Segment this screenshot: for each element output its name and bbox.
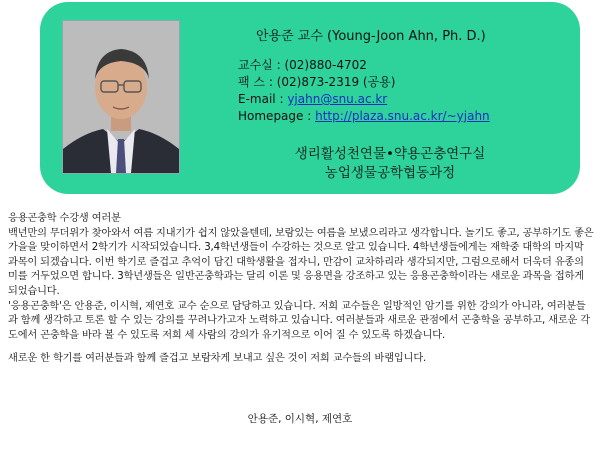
department-block <box>240 145 540 183</box>
letter-body <box>8 212 594 367</box>
fax-label: 팩 스 : <box>238 75 273 89</box>
office-phone-value: (02)880-4702 <box>284 58 367 72</box>
homepage-link[interactable]: http://plaza.snu.ac.kr/~yjahn <box>315 109 490 123</box>
paragraph-gap <box>8 343 594 352</box>
office-phone-label: 교수실 : <box>238 58 281 72</box>
program-name: 농업생물공학협동과정 <box>324 165 456 181</box>
fax-row <box>238 74 568 91</box>
fax-value: (02)873-2319 (공용) <box>276 75 396 89</box>
professor-name: 안용준 교수 (Young-Joon Ahn, Ph. D.) <box>256 29 486 44</box>
office-phone-row <box>238 57 568 74</box>
paragraph-3: 새로운 한 학기를 여러분들과 함께 즐겁고 보람차게 보내고 싶은 것이 저희 교수들의 바램입니다. <box>8 353 427 365</box>
email-link[interactable]: yjahn@snu.ac.kr <box>287 92 388 106</box>
email-row <box>238 91 568 108</box>
signature: 안용준, 이시혁, 제연호 <box>247 413 353 425</box>
contact-info <box>238 28 568 125</box>
greeting: 응용곤충학 수강생 여러분 <box>8 213 121 224</box>
paragraph-1: 백년만의 무더위가 찾아와서 여름 지내기가 쉽지 않았을텐데, 보람있는 여름을 보냈으리라고 생각합니다. 놀기도 좋고, 공부하기도 좋은 가을을 맞이하면서 2학기가 시작되었습니다. 3,4학년생들이 수강하는 것으로 알고 있습니다. 4학년생들에게는 재학중 대학의 마지막 과목이 되겠습니다. 이번 학기로 즐겁고 추억이 담긴 대학생활을 접자니, 만감이 교차하리라 생각되지만, 그럼으로해서 더욱더 유종의 미를 거두었으면 합니다. 3학년생들은 일반곤충학과는 달리 이론 및 응용면을 강조하고 있는 응용곤충학이라는 새로운 과목을 접하게 되었습니다. <box>8 227 594 297</box>
paragraph-2: '응용곤충학'은 안용준, 이시혁, 제연호 교수 순으로 담당하고 있습니다. 저희 교수들은 일방적인 암기를 위한 강의가 아니라, 여러분들과 함께 생각하고 토론 할 수 있는 강의를 꾸려나가고자 노력하고 있습니다. 여러분들과 새로운 관점에서 곤충학을 공부하고, 새로운 각도에서 곤충학을 바라 볼 수 있도록 저희 세 사람의 강의가 유기적으로 이어 질 수 있도록 하겠습니다. <box>8 300 590 341</box>
lab-name: 생리활성천연물•약용곤충연구실 <box>294 146 486 162</box>
homepage-row <box>238 108 568 125</box>
professor-photo <box>62 20 180 174</box>
homepage-label: Homepage : <box>238 109 312 123</box>
email-label: E-mail : <box>238 92 284 106</box>
